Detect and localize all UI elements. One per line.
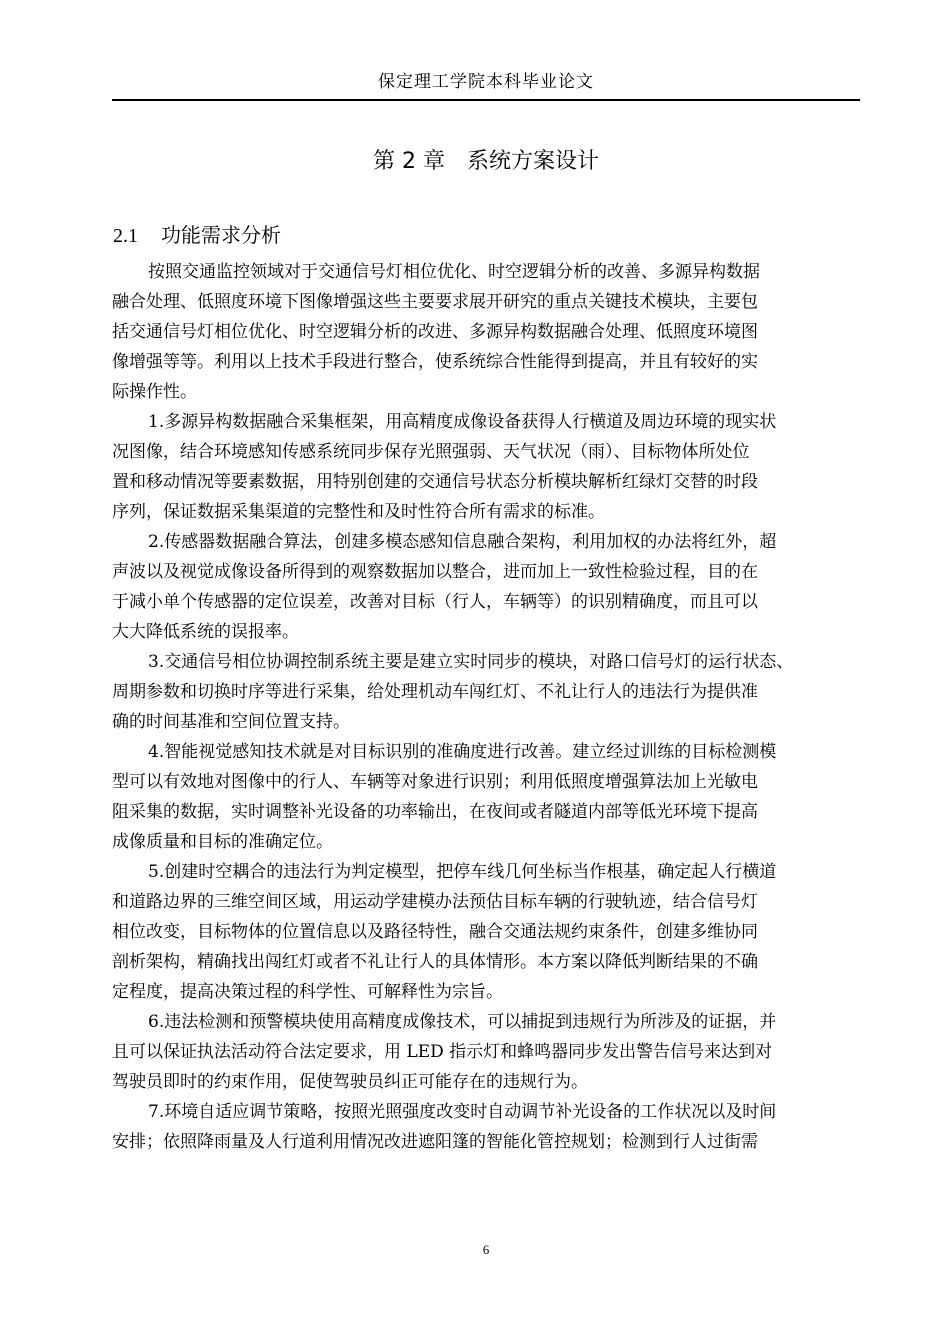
text-line: 定程度，提高决策过程的科学性、可解释性为宗旨。 (112, 982, 503, 1002)
text-line: 大大降低系统的误报率。 (112, 622, 299, 642)
paragraph (112, 257, 872, 407)
text-line: 声波以及视觉成像设备所得到的观察数据加以整合，进而加上一致性检验过程，目的在 (112, 562, 758, 582)
text-line: 7.环境自适应调节策略，按照光照强度改变时自动调节补光设备的工作状况以及时间 (148, 1102, 777, 1122)
paragraph (112, 1097, 872, 1157)
text-line: 际操作性。 (112, 382, 197, 402)
section-title: 功能需求分析 (161, 223, 281, 247)
body-text (112, 257, 872, 1157)
text-line: 阻采集的数据，实时调整补光设备的功率输出，在夜间或者隧道内部等低光环境下提高 (112, 802, 758, 822)
text-line: 和道路边界的三维空间区域，用运动学建模办法预估目标车辆的行驶轨迹，结合信号灯 (112, 892, 758, 912)
text-line: 6.违法检测和预警模块使用高精度成像技术，可以捕捉到违规行为所涉及的证据，并 (148, 1012, 777, 1032)
text-line: 驾驶员即时的约束作用，促使驾驶员纠正可能存在的违规行为。 (112, 1072, 588, 1092)
text-line: 况图像，结合环境感知传感系统同步保存光照强弱、天气状况（雨）、目标物体所处位 (112, 442, 750, 462)
paragraph (112, 527, 872, 647)
text-line: 型可以有效地对图像中的行人、车辆等对象进行识别；利用低照度增强算法加上光敏电 (112, 772, 758, 792)
text-line: 2.传感器数据融合算法，创建多模态感知信息融合架构，利用加权的办法将红外，超 (148, 532, 777, 552)
text-line: 剖析架构，精确找出闯红灯或者不礼让行人的具体情形。本方案以降低判断结果的不确 (112, 952, 758, 972)
section-heading (113, 220, 281, 251)
header-divider (112, 99, 860, 101)
paragraph (112, 737, 872, 857)
text-line: 且可以保证执法活动符合法定要求，用 LED 指示灯和蜂鸣器同步发出警告信号来达到对 (112, 1042, 773, 1062)
text-line: 于减小单个传感器的定位误差，改善对目标（行人，车辆等）的识别精确度，而且可以 (112, 592, 758, 612)
paragraph (112, 1007, 872, 1097)
text-line: 相位改变，目标物体的位置信息以及路径特性，融合交通法规约束条件，创建多维协同 (112, 922, 758, 942)
text-line: 1.多源异构数据融合采集框架，用高精度成像设备获得人行横道及周边环境的现实状 (148, 412, 777, 432)
text-line: 融合处理、低照度环境下图像增强这些主要要求展开研究的重点关键技术模块，主要包 (112, 292, 758, 312)
text-line: 4.智能视觉感知技术就是对目标识别的准确度进行改善。建立经过训练的目标检测模 (148, 742, 777, 762)
section-number: 2.1 (113, 225, 138, 247)
paragraph (112, 647, 872, 737)
text-line: 括交通信号灯相位优化、时空逻辑分析的改进、多源异构数据融合处理、低照度环境图 (112, 322, 758, 342)
text-line: 序列，保证数据采集渠道的完整性和及时性符合所有需求的标准。 (112, 502, 605, 522)
text-line: 像增强等等。利用以上技术手段进行整合，使系统综合性能得到提高，并且有较好的实 (112, 352, 758, 372)
text-line: 周期参数和切换时序等进行采集，给处理机动车闯红灯、不礼让行人的违法行为提供准 (112, 682, 758, 702)
text-line: 安排；依照降雨量及人行道利用情况改进遮阳篷的智能化管控规划；检测到行人过街需 (112, 1132, 758, 1152)
paragraph (112, 407, 872, 527)
text-line: 按照交通监控领域对于交通信号灯相位优化、时空逻辑分析的改善、多源异构数据 (148, 262, 760, 282)
text-line: 成像质量和目标的准确定位。 (112, 832, 333, 852)
text-line: 5.创建时空耦合的违法行为判定模型，把停车线几何坐标当作根基，确定起人行横道 (148, 862, 777, 882)
text-line: 置和移动情况等要素数据，用特别创建的交通信号状态分析模块解析红绿灯交替的时段 (112, 472, 758, 492)
running-header: 保定理工学院本科毕业论文 (378, 72, 594, 92)
page-number: 6 (482, 1242, 490, 1257)
chapter-title: 第 2 章 系统方案设计 (373, 149, 599, 174)
paragraph (112, 857, 872, 1007)
text-line: 3.交通信号相位协调控制系统主要是建立实时同步的模块，对路口信号灯的运行状态、 (148, 652, 794, 672)
text-line: 确的时间基准和空间位置支持。 (112, 712, 350, 732)
